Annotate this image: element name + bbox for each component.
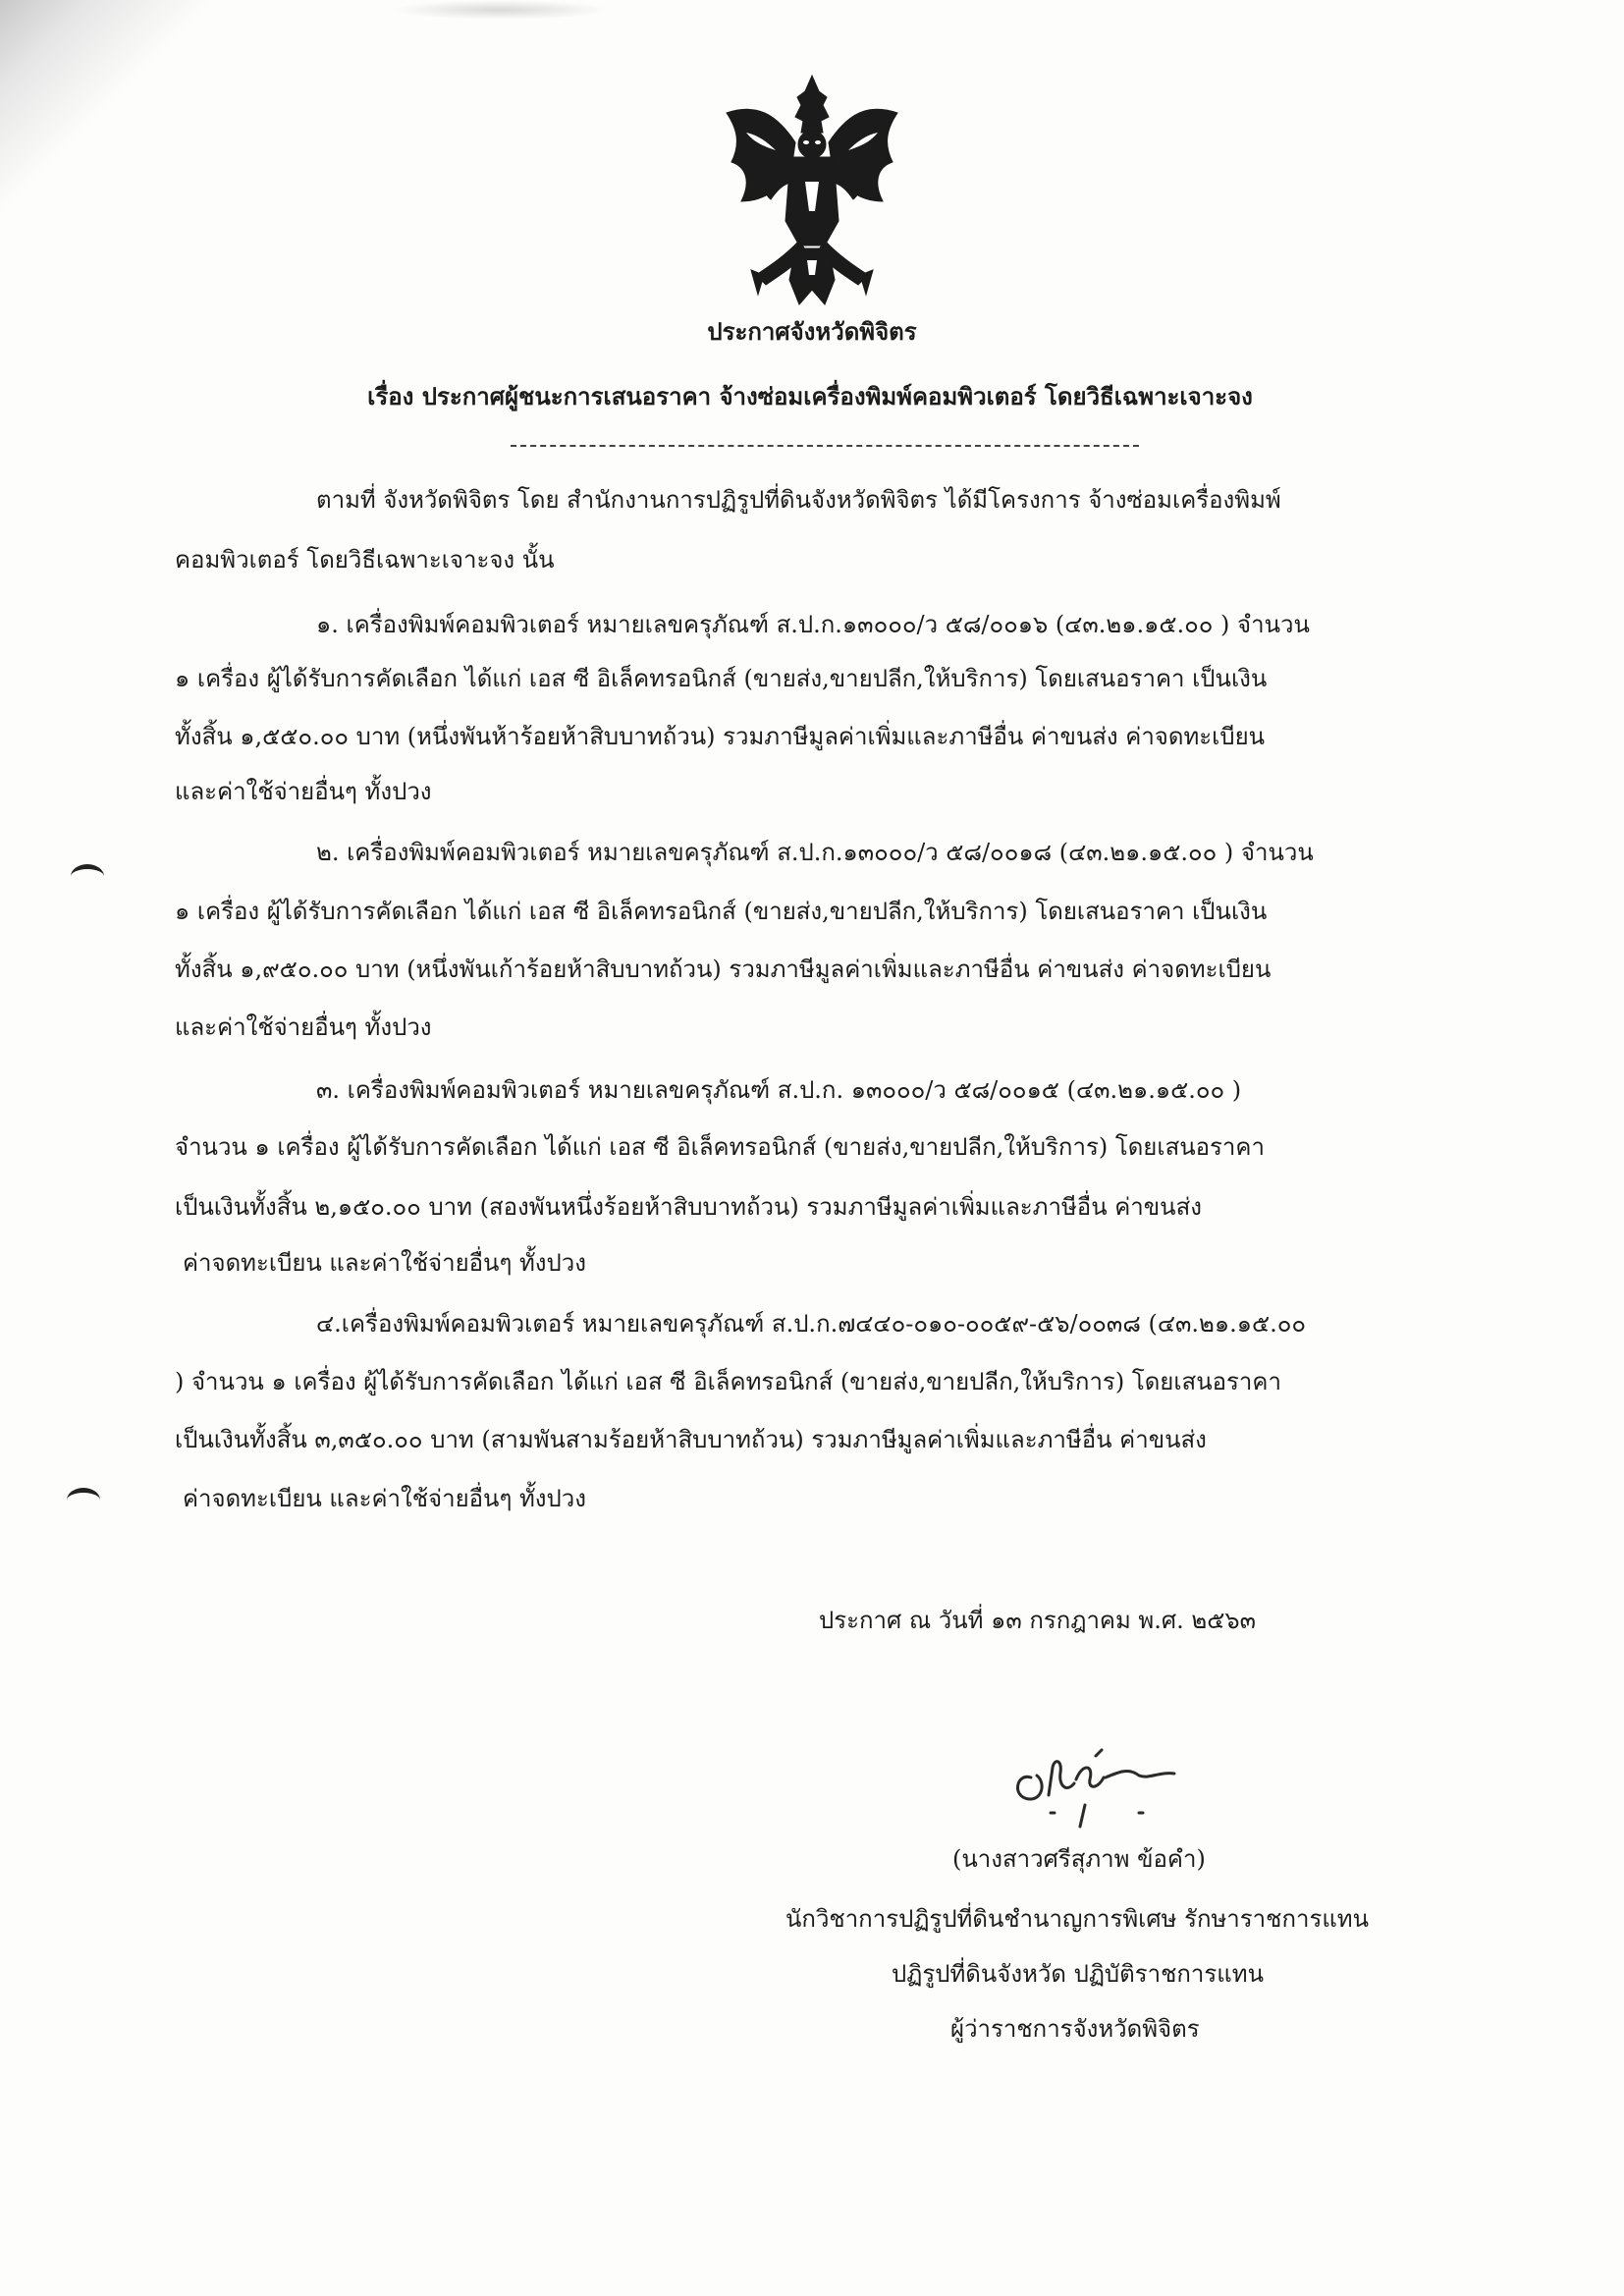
announcement-date: ประกาศ ณ วันที่ ๑๓ กรกฎาคม พ.ศ. ๒๕๖๓ [819, 1607, 1256, 1634]
item-1-line: และค่าใช้จ่ายอื่นๆ ทั้งปวง [175, 778, 432, 805]
punch-hole-mark [67, 1488, 100, 1512]
item-2-line: ๑ เครื่อง ผู้ได้รับการคัดเลือก ได้แก่ เอส ซี อิเล็คทรอนิกส์ (ขายส่ง,ขายปลีก,ให้บริการ) โดยเสนอราคา เป็นเงิน [175, 898, 1268, 925]
intro-line: ตามที่ จังหวัดพิจิตร โดย สำนักงานการปฏิรูปที่ดินจังหวัดพิจิตร ได้มีโครงการ จ้างซ่อมเครื่องพิมพ์ [316, 486, 1281, 514]
item-3-line: ๓. เครื่องพิมพ์คอมพิวเตอร์ หมายเลขครุภัณฑ์ ส.ป.ก. ๑๓๐๐๐/ว ๕๘/๐๐๑๕ (๔๓.๒๑.๑๕.๐๐ ) [316, 1076, 1242, 1104]
signer-name: (นางสาวศรีสุภาพ ข้อคำ) [952, 1845, 1206, 1873]
item-1-line: ๑ เครื่อง ผู้ได้รับการคัดเลือก ได้แก่ เอส ซี อิเล็คทรอนิกส์ (ขายส่ง,ขายปลีก,ให้บริการ) โดยเสนอราคา เป็นเงิน [175, 665, 1268, 692]
announcement-title: ประกาศจังหวัดพิจิตร [707, 317, 917, 346]
item-4-line: ๔.เครื่องพิมพ์คอมพิวเตอร์ หมายเลขครุภัณฑ์ ส.ป.ก.๗๔๔๐-๐๑๐-๐๐๕๙-๕๖/๐๐๓๘ (๔๓.๒๑.๑๕.๐๐ [316, 1310, 1307, 1338]
item-3-line: เป็นเงินทั้งสิ้น ๒,๑๕๐.๐๐ บาท (สองพันหนึ่งร้อยห้าสิบบาทถ้วน) รวมภาษีมูลค่าเพิ่มและภาษีอื่น ค่าขนส่ง [175, 1193, 1202, 1221]
intro-line: คอมพิวเตอร์ โดยวิธีเฉพาะเจาะจง นั้น [175, 546, 555, 574]
item-3-line: ค่าจดทะเบียน และค่าใช้จ่ายอื่นๆ ทั้งปวง [183, 1249, 586, 1277]
signer-position-line: ปฏิรูปที่ดินจังหวัด ปฏิบัติราชการแทน [892, 1960, 1264, 1988]
item-2-line: และค่าใช้จ่ายอื่นๆ ทั้งปวง [175, 1013, 432, 1041]
title-divider [511, 445, 1139, 447]
scan-shadow-corner [0, 0, 255, 255]
punch-hole-mark [71, 864, 104, 889]
signature-icon [992, 1728, 1227, 1836]
item-3-line: จำนวน ๑ เครื่อง ผู้ได้รับการคัดเลือก ได้แก่ เอส ซี อิเล็คทรอนิกส์ (ขายส่ง,ขายปลีก,ให้บริการ) โดยเสนอราคา [175, 1133, 1265, 1161]
item-4-line: ) จำนวน ๑ เครื่อง ผู้ได้รับการคัดเลือก ได้แก่ เอส ซี อิเล็คทรอนิกส์ (ขายส่ง,ขายปลีก,ให้บริการ) โดยเสนอราคา [175, 1368, 1281, 1395]
scan-smudge [393, 0, 609, 20]
item-1-line: ทั้งสิ้น ๑,๕๕๐.๐๐ บาท (หนึ่งพันห้าร้อยห้าสิบบาทถ้วน) รวมภาษีมูลค่าเพิ่มและภาษีอื่น ค่าขนส่ง ค่าจดทะเบียน [175, 723, 1266, 750]
item-2-line: ทั้งสิ้น ๑,๙๕๐.๐๐ บาท (หนึ่งพันเก้าร้อยห้าสิบบาทถ้วน) รวมภาษีมูลค่าเพิ่มและภาษีอื่น ค่าขนส่ง ค่าจดทะเบียน [175, 956, 1272, 983]
garuda-emblem-icon [717, 74, 908, 309]
item-4-line: เป็นเงินทั้งสิ้น ๓,๓๕๐.๐๐ บาท (สามพันสามร้อยห้าสิบบาทถ้วน) รวมภาษีมูลค่าเพิ่มและภาษีอื่น ค่าขนส่ง [175, 1426, 1207, 1453]
item-4-line: ค่าจดทะเบียน และค่าใช้จ่ายอื่นๆ ทั้งปวง [183, 1485, 586, 1512]
signer-position-line: นักวิชาการปฏิรูปที่ดินชำนาญการพิเศษ รักษาราชการแทน [785, 1905, 1370, 1933]
signer-position-line: ผู้ว่าราชการจังหวัดพิจิตร [950, 2015, 1200, 2043]
item-2-line: ๒. เครื่องพิมพ์คอมพิวเตอร์ หมายเลขครุภัณฑ์ ส.ป.ก.๑๓๐๐๐/ว ๕๘/๐๐๑๘ (๔๓.๒๑.๑๕.๐๐ ) จำนวน [316, 839, 1314, 866]
item-1-line: ๑. เครื่องพิมพ์คอมพิวเตอร์ หมายเลขครุภัณฑ์ ส.ป.ก.๑๓๐๐๐/ว ๕๘/๐๐๑๖ (๔๓.๒๑.๑๕.๐๐ ) จำนวน [316, 611, 1310, 638]
announcement-subject: เรื่อง ประกาศผู้ชนะการเสนอราคา จ้างซ่อมเครื่องพิมพ์คอมพิวเตอร์ โดยวิธีเฉพาะเจาะจง [367, 382, 1253, 410]
